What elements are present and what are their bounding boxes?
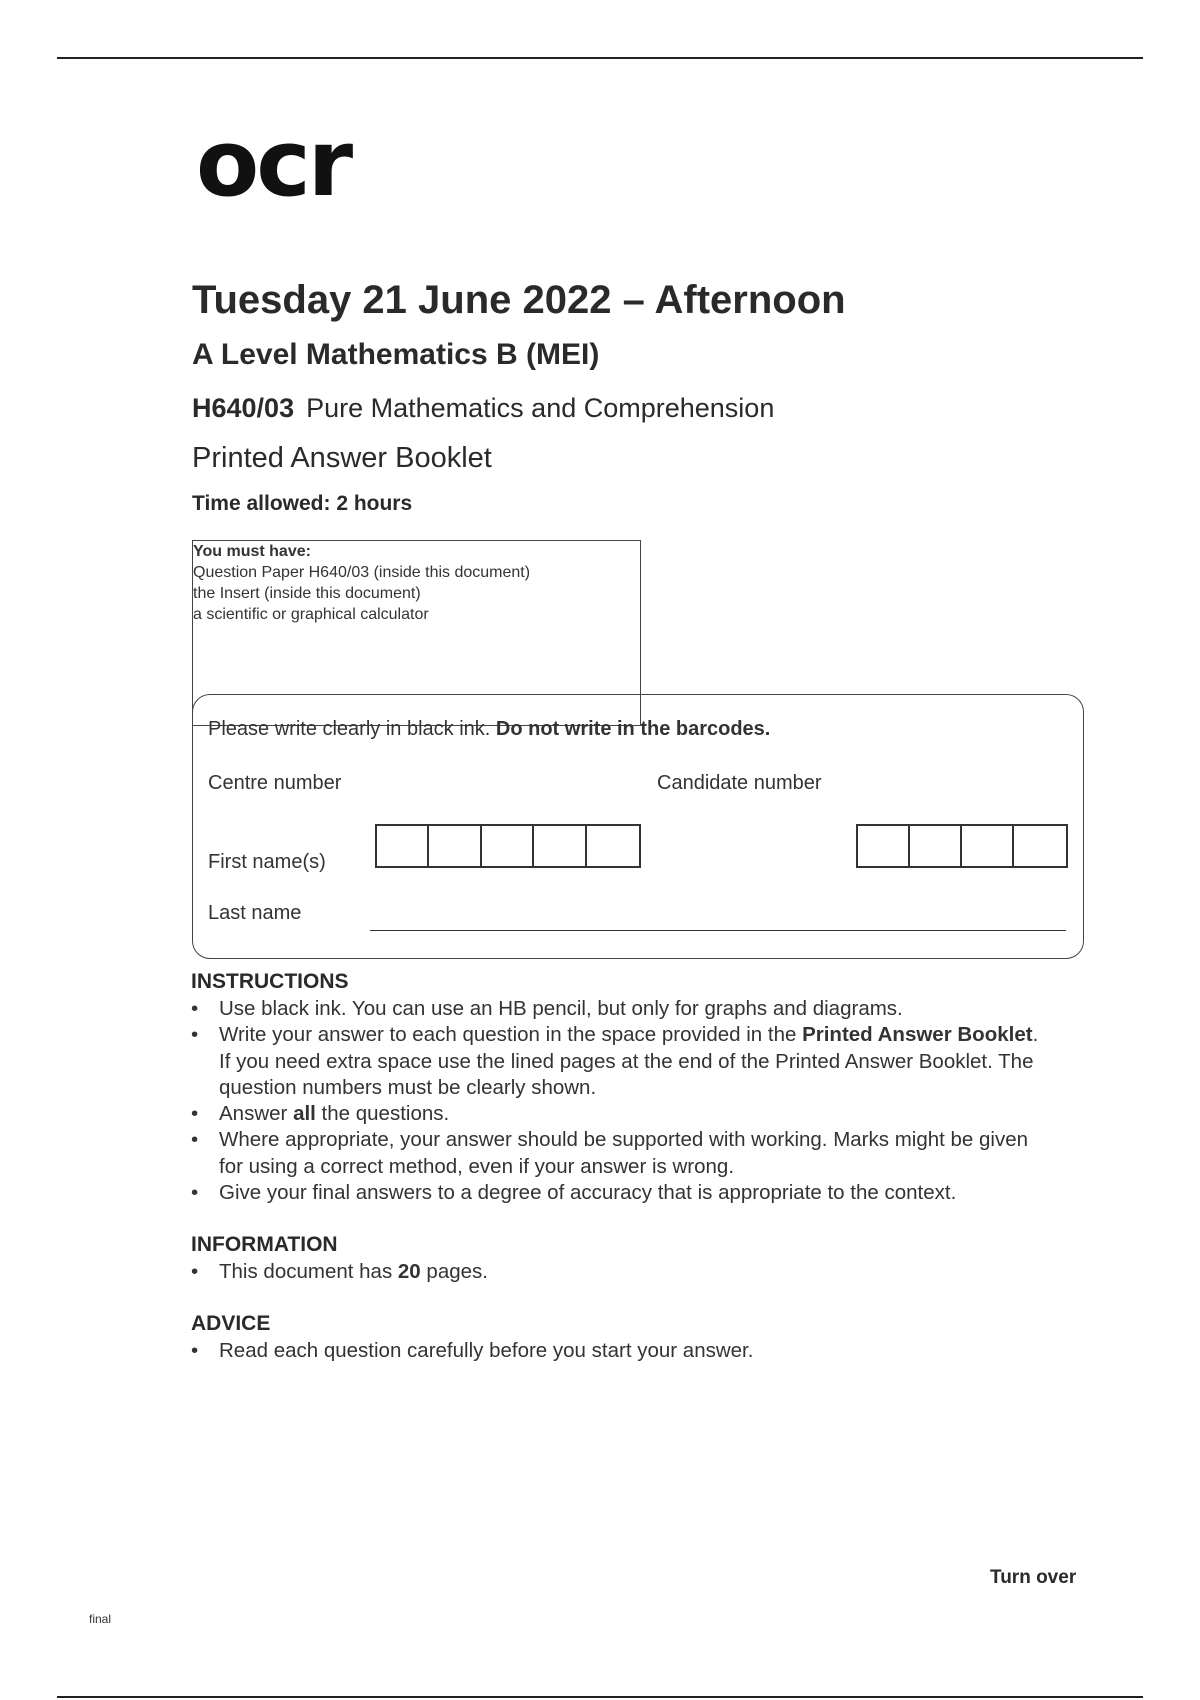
list-item: • Give your final answers to a degree of accuracy that is appropriate to the context.: [191, 1180, 1051, 1206]
list-item: • Answer all the questions.: [191, 1101, 1051, 1127]
information-list: [191, 1259, 1051, 1285]
exam-date-title: Tuesday 21 June 2022 – Afternoon: [192, 278, 846, 322]
must-have-item: a scientific or graphical calculator: [193, 606, 429, 623]
first-name-label: First name(s): [208, 851, 326, 873]
turn-over-label: Turn over: [990, 1567, 1077, 1588]
list-item: • Read each question carefully before you start your answer.: [191, 1338, 1051, 1364]
top-rule: [57, 57, 1143, 59]
must-have-title: You must have:: [193, 543, 311, 560]
instructions-heading: INSTRUCTIONS: [191, 970, 349, 993]
instructions-list: [191, 996, 1051, 1206]
information-heading: INFORMATION: [191, 1233, 338, 1256]
bottom-rule: [57, 1696, 1143, 1698]
candidate-note: Please write clearly in black ink. Do not write in the barcodes.: [208, 718, 771, 740]
digit-box[interactable]: [587, 826, 639, 866]
paper-line: [192, 393, 774, 424]
booklet-title: Printed Answer Booklet: [192, 442, 492, 474]
digit-box[interactable]: [377, 826, 429, 866]
list-item: • Write your answer to each question in the space provided in the Printed Answer Booklet. If you need extra space use the lined pages at the end of the Printed Answer Booklet. The question numbers must be clearly shown.: [191, 1022, 1051, 1101]
advice-heading: ADVICE: [191, 1312, 271, 1335]
must-have-item: the Insert (inside this document): [193, 585, 421, 602]
final-mark: final: [89, 1612, 112, 1626]
digit-box[interactable]: [858, 826, 910, 866]
digit-box[interactable]: [1014, 826, 1066, 866]
paper-code: H640/03: [192, 393, 295, 423]
digit-box[interactable]: [482, 826, 534, 866]
list-item: • Where appropriate, your answer should be supported with working. Marks might be given for using a correct method, even if your answer is wrong.: [191, 1127, 1051, 1180]
digit-box[interactable]: [962, 826, 1014, 866]
list-item: • This document has 20 pages.: [191, 1259, 1051, 1285]
digit-box[interactable]: [429, 826, 481, 866]
list-item: • Use black ink. You can use an HB pencil, but only for graphs and diagrams.: [191, 996, 1051, 1022]
centre-number-label: Centre number: [208, 772, 342, 794]
last-name-field[interactable]: [370, 930, 1066, 931]
candidate-number-boxes[interactable]: [856, 824, 1068, 868]
subject-title: A Level Mathematics B (MEI): [192, 338, 600, 371]
candidate-number-label: Candidate number: [657, 772, 822, 794]
last-name-label: Last name: [208, 902, 302, 924]
digit-box[interactable]: [534, 826, 586, 866]
paper-name: Pure Mathematics and Comprehension: [306, 393, 775, 423]
must-have-item: Question Paper H640/03 (inside this document): [193, 564, 531, 581]
ocr-logo: ocr: [196, 110, 351, 217]
advice-list: [191, 1338, 1051, 1364]
digit-box[interactable]: [910, 826, 962, 866]
time-allowed: Time allowed: 2 hours: [192, 492, 413, 515]
centre-number-boxes[interactable]: [375, 824, 641, 868]
